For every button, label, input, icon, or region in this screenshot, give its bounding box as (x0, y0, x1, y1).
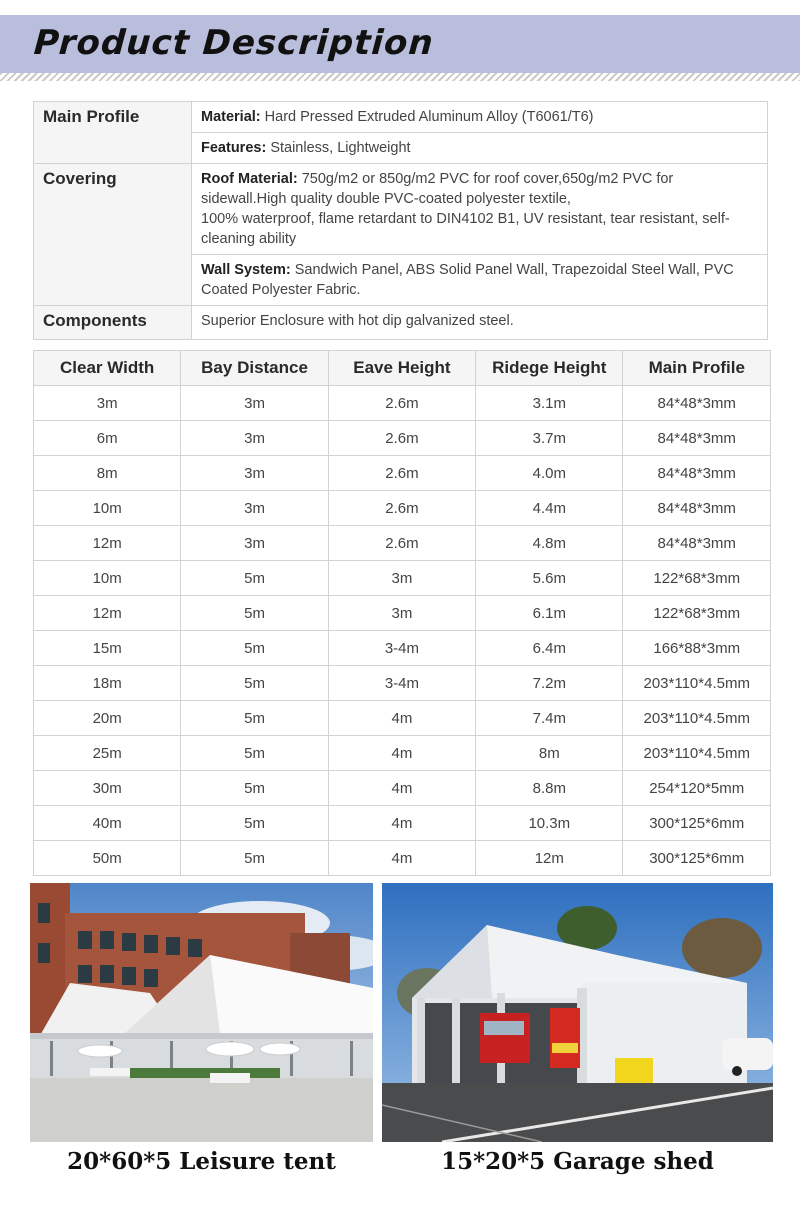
size-table-header (34, 351, 771, 386)
table-cell: 12m (476, 841, 623, 876)
table-cell: 3-4m (328, 666, 475, 701)
size-col-header: Bay Distance (181, 351, 328, 386)
table-cell: 5m (181, 596, 328, 631)
size-col-header: Clear Width (34, 351, 181, 386)
spec-components: Superior Enclosure with hot dip galvanized steel. (192, 306, 768, 340)
table-row (34, 841, 771, 876)
table-cell: 254*120*5mm (623, 771, 771, 806)
table-cell: 203*110*4.5mm (623, 666, 771, 701)
table-row (34, 771, 771, 806)
table-cell: 30m (34, 771, 181, 806)
table-cell: 4.0m (476, 456, 623, 491)
table-cell: 10m (34, 561, 181, 596)
table-row (34, 386, 771, 421)
table-cell: 122*68*3mm (623, 596, 771, 631)
table-row (34, 421, 771, 456)
table-cell: 6.4m (476, 631, 623, 666)
table-row (34, 456, 771, 491)
table-cell: 2.6m (328, 386, 475, 421)
size-col-header: Eave Height (328, 351, 475, 386)
table-cell: 5m (181, 701, 328, 736)
table-cell: 5m (181, 771, 328, 806)
table-cell: 5m (181, 666, 328, 701)
size-col-header: Main Profile (623, 351, 771, 386)
table-row (34, 561, 771, 596)
table-cell: 4m (328, 841, 475, 876)
table-cell: 122*68*3mm (623, 561, 771, 596)
table-cell: 300*125*6mm (623, 806, 771, 841)
table-cell: 25m (34, 736, 181, 771)
table-cell: 5m (181, 841, 328, 876)
garage-shed-caption: 15*20*5 Garage shed (441, 1148, 714, 1175)
leisure-tent-caption: 20*60*5 Leisure tent (67, 1148, 336, 1175)
table-cell: 5m (181, 806, 328, 841)
table-cell: 84*48*3mm (623, 526, 771, 561)
table-cell: 3-4m (328, 631, 475, 666)
table-row (34, 666, 771, 701)
table-cell: 3m (181, 456, 328, 491)
table-cell: 40m (34, 806, 181, 841)
table-cell: 12m (34, 526, 181, 561)
table-cell: 3m (181, 526, 328, 561)
table-row (34, 631, 771, 666)
table-cell: 2.6m (328, 526, 475, 561)
table-cell: 3m (328, 561, 475, 596)
table-cell: 203*110*4.5mm (623, 736, 771, 771)
table-cell: 6m (34, 421, 181, 456)
spec-label-components: Components (34, 306, 192, 340)
table-cell: 20m (34, 701, 181, 736)
garage-shed-photo (382, 883, 773, 1142)
table-cell: 84*48*3mm (623, 456, 771, 491)
spec-label-main-profile: Main Profile (34, 102, 192, 164)
table-cell: 6.1m (476, 596, 623, 631)
size-table-body (34, 386, 771, 876)
spec-label-covering: Covering (34, 164, 192, 306)
table-cell: 300*125*6mm (623, 841, 771, 876)
table-cell: 5m (181, 561, 328, 596)
table-cell: 4.8m (476, 526, 623, 561)
table-cell: 3m (181, 421, 328, 456)
table-cell: 4m (328, 701, 475, 736)
table-cell: 3m (181, 491, 328, 526)
table-row (34, 736, 771, 771)
table-row (34, 491, 771, 526)
table-cell: 4m (328, 771, 475, 806)
table-row (34, 701, 771, 736)
table-cell: 8.8m (476, 771, 623, 806)
table-cell: 7.2m (476, 666, 623, 701)
table-row (34, 526, 771, 561)
table-cell: 3.7m (476, 421, 623, 456)
table-cell: 166*88*3mm (623, 631, 771, 666)
spec-material: Material: Hard Pressed Extruded Aluminum Alloy (T6061/T6) (192, 102, 768, 133)
table-cell: 10.3m (476, 806, 623, 841)
table-cell: 8m (476, 736, 623, 771)
table-row (34, 596, 771, 631)
table-cell: 7.4m (476, 701, 623, 736)
table-cell: 3m (34, 386, 181, 421)
table-cell: 2.6m (328, 421, 475, 456)
table-cell: 18m (34, 666, 181, 701)
header-divider (0, 73, 800, 81)
table-cell: 203*110*4.5mm (623, 701, 771, 736)
table-cell: 10m (34, 491, 181, 526)
spec-features: Features: Stainless, Lightweight (192, 133, 768, 164)
table-cell: 3m (181, 386, 328, 421)
table-cell: 5m (181, 631, 328, 666)
table-row (34, 806, 771, 841)
table-cell: 5.6m (476, 561, 623, 596)
table-cell: 2.6m (328, 491, 475, 526)
size-col-header: Ridege Height (476, 351, 623, 386)
page-title: Product Description (32, 23, 436, 63)
table-cell: 84*48*3mm (623, 491, 771, 526)
table-cell: 12m (34, 596, 181, 631)
table-cell: 4m (328, 736, 475, 771)
table-cell: 15m (34, 631, 181, 666)
table-cell: 84*48*3mm (623, 421, 771, 456)
leisure-tent-photo (30, 883, 373, 1142)
table-cell: 50m (34, 841, 181, 876)
table-cell: 3m (328, 596, 475, 631)
table-cell: 4m (328, 806, 475, 841)
spec-roof-material: Roof Material: 750g/m2 or 850g/m2 PVC for roof cover,650g/m2 PVC for sidewall.High quality double PVC-coated polyester textile, 100% waterproof, flame retardant to DIN4102 B1, UV resistant, tear resistant, self-cleaning ability (192, 164, 768, 255)
table-cell: 2.6m (328, 456, 475, 491)
table-cell: 8m (34, 456, 181, 491)
spec-table (33, 101, 768, 340)
table-cell: 84*48*3mm (623, 386, 771, 421)
table-cell: 4.4m (476, 491, 623, 526)
table-cell: 5m (181, 736, 328, 771)
size-table (33, 350, 771, 876)
table-cell: 3.1m (476, 386, 623, 421)
spec-wall-system: Wall System: Sandwich Panel, ABS Solid Panel Wall, Trapezoidal Steel Wall, PVC Coated Polyester Fabric. (192, 255, 768, 306)
